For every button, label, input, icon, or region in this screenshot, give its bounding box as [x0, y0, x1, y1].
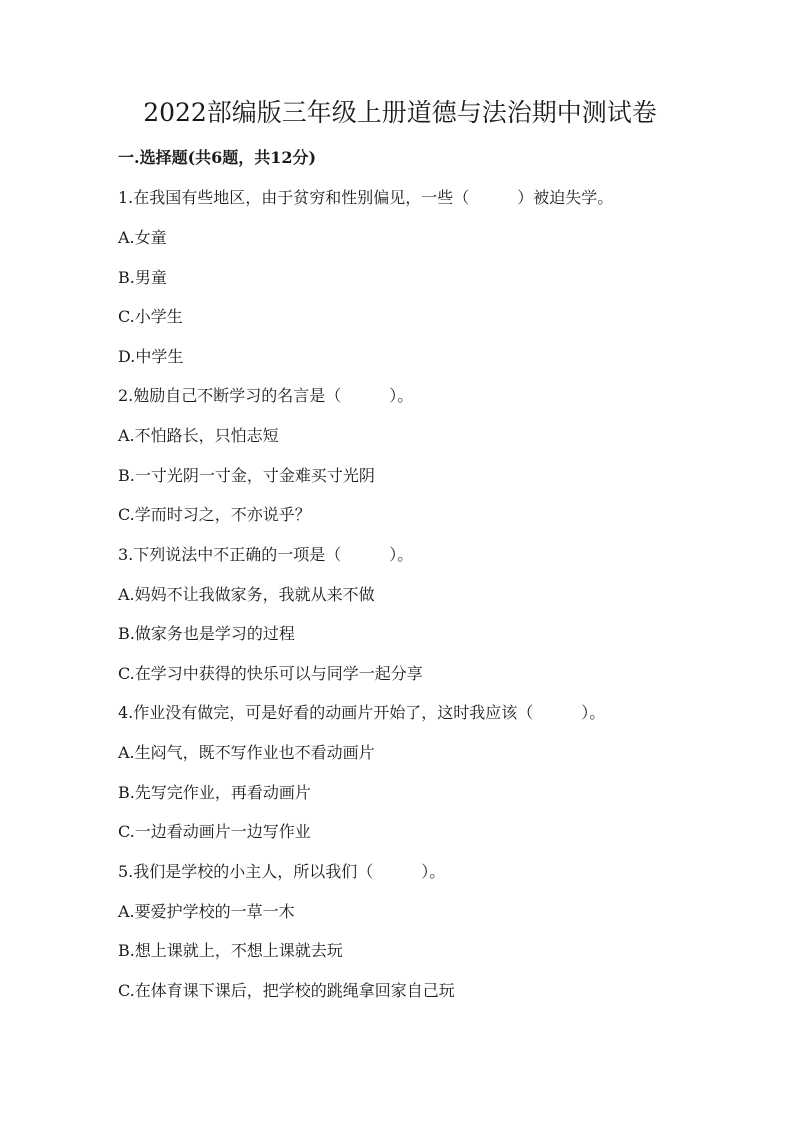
- question-4-option-b: B.先写完作业，再看动画片: [118, 783, 311, 802]
- question-4-option-c: C.一边看动画片一边写作业: [118, 822, 311, 841]
- page-title: 2022部编版三年级上册道德与法治期中测试卷: [143, 98, 657, 127]
- question-3-option-a: A.妈妈不让我做家务，我就从来不做: [118, 585, 375, 604]
- question-1-option-a: A.女童: [118, 228, 167, 247]
- question-2-option-a: A.不怕路长，只怕志短: [118, 426, 279, 445]
- question-1-option-b: B.男童: [118, 268, 167, 287]
- question-2-option-c: C.学而时习之，不亦说乎？: [118, 505, 311, 524]
- question-3-option-c: C.在学习中获得的快乐可以与同学一起分享: [118, 664, 423, 683]
- question-5-stem: 5.我们是学校的小主人，所以我们（ ）。: [118, 862, 446, 881]
- question-5-option-c: C.在体育课下课后，把学校的跳绳拿回家自己玩: [118, 981, 455, 1000]
- question-5-option-a: A.要爱护学校的一草一木: [118, 902, 295, 921]
- question-1-option-c: C.小学生: [118, 307, 183, 326]
- question-2-option-b: B.一寸光阴一寸金，寸金难买寸光阴: [118, 466, 375, 485]
- question-1-option-d: D.中学生: [118, 347, 184, 366]
- section-heading: 一.选择题(共6题，共12分): [118, 148, 317, 167]
- question-1-stem: 1.在我国有些地区，由于贫穷和性别偏见，一些（ ）被迫失学。: [118, 188, 614, 207]
- question-4-option-a: A.生闷气，既不写作业也不看动画片: [118, 743, 375, 762]
- question-3-option-b: B.做家务也是学习的过程: [118, 624, 295, 643]
- question-5-option-b: B.想上课就上，不想上课就去玩: [118, 941, 343, 960]
- question-2-stem: 2.勉励自己不断学习的名言是（ ）。: [118, 386, 414, 405]
- question-4-stem: 4.作业没有做完，可是好看的动画片开始了，这时我应该（ ）。: [118, 703, 606, 722]
- question-3-stem: 3.下列说法中不正确的一项是（ ）。: [118, 545, 414, 564]
